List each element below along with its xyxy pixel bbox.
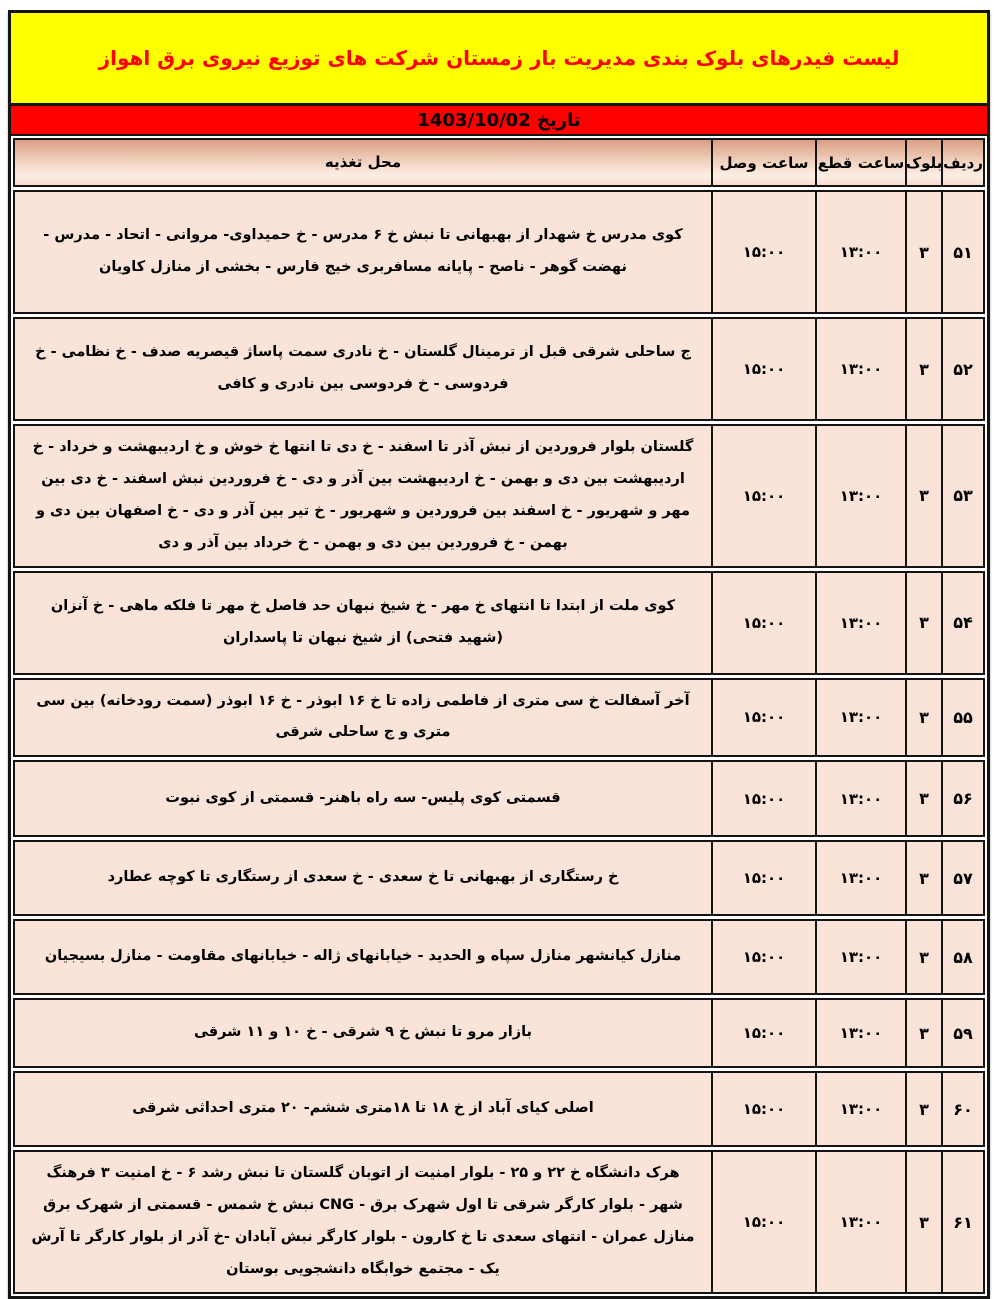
feeding-location-cell: قسمتی کوی پلیس- سه راه باهنر- قسمتی از کوی نبوت <box>165 789 561 806</box>
table-row <box>13 678 985 758</box>
table-row <box>13 571 985 675</box>
table-row <box>13 1150 985 1294</box>
feeding-location-cell: کوی مدرس خ شهدار از بهبهانی تا نبش خ ۶ مدرس - خ حمیداوی- مروانی - اتحاد - مدرس - نهضت گوهر - ناصح - پایانه مسافربری خیج فارس - بخشی از منازل کاویان <box>43 227 683 275</box>
connect-time-cell: ۱۵:۰۰ <box>711 426 815 566</box>
date-bar <box>11 106 987 136</box>
block-cell: ۳ <box>905 1000 941 1066</box>
feeding-location-cell: بازار مرو تا نبش خ ۹ شرقی - خ ۱۰ و ۱۱ شرقی <box>194 1024 532 1041</box>
row-number-cell: ۶۰ <box>941 1073 983 1145</box>
cut-time-cell: ۱۳:۰۰ <box>815 426 905 566</box>
block-cell: ۳ <box>905 1152 941 1292</box>
block-cell: ۳ <box>905 426 941 566</box>
schedule-table <box>11 136 987 1296</box>
row-number-cell: ۵۵ <box>941 680 983 756</box>
connect-time-cell: ۱۵:۰۰ <box>711 1152 815 1292</box>
feeding-location-cell: ج ساحلی شرقی قبل از ترمینال گلستان - خ نادری سمت پاساژ قیصریه صدف - خ نظامی - خ فردوسی - خ فردوسی بین نادری و کافی <box>35 344 691 392</box>
feeding-location-cell: گلستان بلوار فروردین از نبش آذر تا اسفند - خ دی تا انتها خ خوش و خ اردیبهشت و خرداد - خ اردیبهشت بین دی و بهمن - خ اردیبهشت بین آذر و دی - خ فروردین نبش اسفند - خ دی بین مهر و شهریور - خ اسفند بین فروردین و شهریور - خ تیر بین آذر و دی - خ اصفهان بین دی و بهمن - خ فروردین بین دی و بهمن - خ خرداد بین آذر و دی <box>32 439 694 551</box>
table-row <box>13 1071 985 1147</box>
connect-time-cell: ۱۵:۰۰ <box>711 921 815 993</box>
cut-time-cell: ۱۳:۰۰ <box>815 680 905 756</box>
column-header-block: بلوک <box>905 140 941 185</box>
connect-time-cell: ۱۵:۰۰ <box>711 319 815 419</box>
feeding-location-cell: اصلی کیای آباد از خ ۱۸ تا ۱۸متری ششم- ۲۰ متری احداثی شرقی <box>132 1100 594 1117</box>
cut-time-cell: ۱۳:۰۰ <box>815 1152 905 1292</box>
connect-time-cell: ۱۵:۰۰ <box>711 1000 815 1066</box>
date-label: تاریخ 1403/10/02 <box>417 109 581 131</box>
block-cell: ۳ <box>905 680 941 756</box>
feeding-location-cell: کوی ملت از ابتدا تا انتهای خ مهر - خ شیخ نبهان حد فاصل خ مهر تا فلکه ماهی - خ آنزان (شهید فتحی) از شیخ نبهان تا پاسداران <box>50 597 676 646</box>
cut-time-cell: ۱۳:۰۰ <box>815 192 905 312</box>
connect-time-cell: ۱۵:۰۰ <box>711 842 815 914</box>
cut-time-cell: ۱۳:۰۰ <box>815 1073 905 1145</box>
outage-schedule-document <box>8 10 990 1299</box>
column-header-cut-time: ساعت قطع <box>815 140 905 185</box>
table-row <box>13 190 985 314</box>
connect-time-cell: ۱۵:۰۰ <box>711 762 815 835</box>
cut-time-cell: ۱۳:۰۰ <box>815 762 905 835</box>
row-number-cell: ۵۶ <box>941 762 983 835</box>
table-body <box>13 190 985 1294</box>
row-number-cell: ۵۴ <box>941 573 983 673</box>
page-title: لیست فیدرهای بلوک بندی مدیریت بار زمستان شرکت های توزیع نیروی برق اهواز <box>98 46 900 70</box>
row-number-cell: ۶۱ <box>941 1152 983 1292</box>
column-header-connect-time: ساعت وصل <box>711 140 815 185</box>
table-row <box>13 919 985 995</box>
block-cell: ۳ <box>905 319 941 419</box>
row-number-cell: ۵۳ <box>941 426 983 566</box>
table-row <box>13 317 985 421</box>
connect-time-cell: ۱۵:۰۰ <box>711 680 815 756</box>
block-cell: ۳ <box>905 1073 941 1145</box>
block-cell: ۳ <box>905 762 941 835</box>
row-number-cell: ۵۷ <box>941 842 983 914</box>
document-title-block <box>11 13 987 106</box>
feeding-location-cell: آخر آسفالت خ سی متری از فاطمی زاده تا خ ۱۶ ابوذر - خ ۱۶ ابوذر (سمت رودخانه) بین سی متری و ج ساحلی شرقی <box>36 692 690 741</box>
table-row <box>13 424 985 568</box>
feeding-location-cell: منازل کیانشهر منازل سپاه و الحدید - خیابانهای ژاله - خیابانهای مقاومت - منازل بسیجیان <box>44 948 682 965</box>
table-row <box>13 998 985 1068</box>
table-row <box>13 760 985 837</box>
table-header-row <box>13 138 985 187</box>
table-row <box>13 840 985 916</box>
cut-time-cell: ۱۳:۰۰ <box>815 842 905 914</box>
connect-time-cell: ۱۵:۰۰ <box>711 573 815 673</box>
connect-time-cell: ۱۵:۰۰ <box>711 192 815 312</box>
column-header-feeding-location: محل تغذیه <box>324 153 402 171</box>
connect-time-cell: ۱۵:۰۰ <box>711 1073 815 1145</box>
row-number-cell: ۵۸ <box>941 921 983 993</box>
block-cell: ۳ <box>905 842 941 914</box>
cut-time-cell: ۱۳:۰۰ <box>815 1000 905 1066</box>
row-number-cell: ۵۱ <box>941 192 983 312</box>
cut-time-cell: ۱۳:۰۰ <box>815 319 905 419</box>
block-cell: ۳ <box>905 921 941 993</box>
feeding-location-cell: خ رستگاری از بهبهانی تا خ سعدی - خ سعدی از رستگاری تا کوچه عطارد <box>107 869 619 886</box>
cut-time-cell: ۱۳:۰۰ <box>815 921 905 993</box>
column-header-row-number: ردیف <box>941 140 983 185</box>
block-cell: ۳ <box>905 573 941 673</box>
row-number-cell: ۵۲ <box>941 319 983 419</box>
row-number-cell: ۵۹ <box>941 1000 983 1066</box>
block-cell: ۳ <box>905 192 941 312</box>
feeding-location-cell: هرک دانشگاه خ ۲۲ و ۲۵ - بلوار امنیت از اتوبان گلستان تا نبش رشد ۶ - خ امنیت ۳ فرهنگ شهر - بلوار کارگر شرقی تا اول شهرک برق - CNG نبش خ شمس - قسمتی از شهرک برق منازل عمران - انتهای سعدی تا خ کارون - بلوار کارگر نبش آبادان -خ آذر از بلوار کارگر تا آرش یک - مجتمع خوابگاه دانشجویی بوستان <box>31 1165 695 1278</box>
cut-time-cell: ۱۳:۰۰ <box>815 573 905 673</box>
